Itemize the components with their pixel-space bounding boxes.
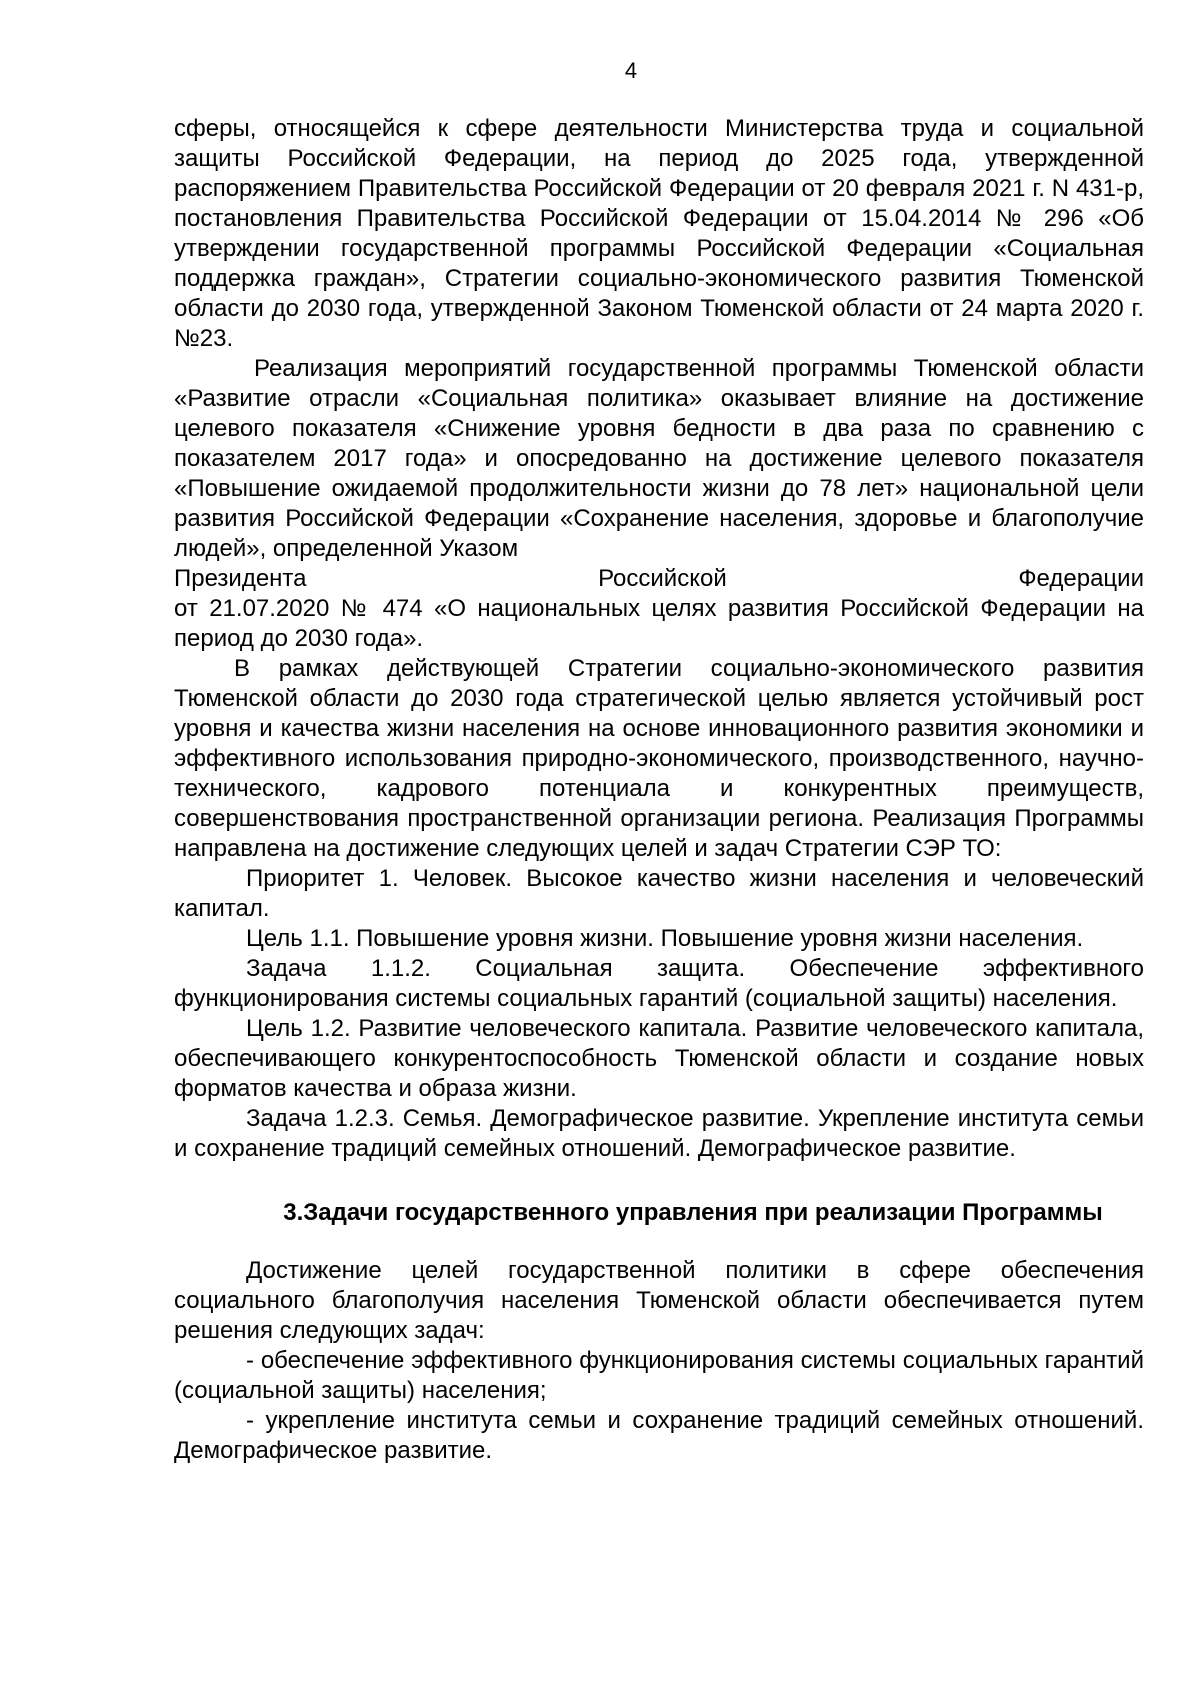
president-word-1: Президента [174,565,307,592]
paragraph-goal-1-1: Цель 1.1. Повышение уровня жизни. Повышение уровня жизни населения. [246,925,1084,952]
section-heading: 3.Задачи государственного управления при реализации Программы [283,1199,1103,1226]
paragraph-strategy: В рамках действующей Стратегии социально-экономического развития Тюменской области до 2030 года стратегической целью является устойчивый рост уровня и качества жизни населения на основе инновационного развития экономики и эффективного использования природно-экономического, производственного, научно-технического, кадрового потенциала и конкурентных преимуществ, совершенствования пространственной организации региона. Реализация Программы направлена на достижение следующих целей и задач Стратегии СЭР ТО: [174,655,1144,862]
list-item-task-2: - укрепление института семьи и сохранение традиций семейных отношений. Демографическое развитие. [174,1407,1144,1464]
paragraph-task-1-1-2: Задача 1.1.2. Социальная защита. Обеспечение эффективного функционирования системы социальных гарантий (социальной защиты) населения. [174,955,1144,1012]
paragraph-section3-intro: Достижение целей государственной политики в сфере обеспечения социального благополучия населения Тюменской области обеспечивается путем решения следующих задач: [174,1257,1144,1344]
document-body [174,114,1144,1466]
president-line [174,564,1144,594]
paragraph-intro-continuation: сферы, относящейся к сфере деятельности Министерства труда и социальной защиты Российской Федерации, на период до 2025 года, утвержденной распоряжением Правительства Российской Федерации от 20 февраля 2021 г. N 431-р, постановления Правительства Российской Федерации от 15.04.2014 № 296 «Об утверждении государственной программы Российской Федерации «Социальная поддержка граждан», Стратегии социально-экономического развития Тюменской области до 2030 года, утвержденной Законом Тюменской области от 24 марта 2020 г. №23. [174,115,1144,352]
list-item-task-1: - обеспечение эффективного функционирования системы социальных гарантий (социальной защиты) населения; [174,1347,1144,1404]
paragraph-goal-1-2: Цель 1.2. Развитие человеческого капитала. Развитие человеческого капитала, обеспечивающего конкурентоспособность Тюменской области и создание новых форматов качества и образа жизни. [174,1015,1144,1102]
page-number: 4 [624,58,638,83]
president-word-2: Российской [598,565,727,592]
paragraph-task-1-2-3: Задача 1.2.3. Семья. Демографическое развитие. Укрепление института семьи и сохранение традиций семейных отношений. Демографическое развитие. [174,1105,1144,1162]
paragraph-program-influence: Реализация мероприятий государственной программы Тюменской области «Развитие отрасли «Социальная политика» оказывает влияние на достижение целевого показателя «Снижение уровня бедности в два раза по сравнению с показателем 2017 года» и опосредованно на достижение целевого показателя «Повышение ожидаемой продолжительности жизни до 78 лет» национальной цели развития Российской Федерации «Сохранение населения, здоровье и благополучие людей», определенной Указом [174,355,1144,562]
president-word-3: Федерации [1018,565,1144,592]
paragraph-decree-reference: от 21.07.2020 № 474 «О национальных целях развития Российской Федерации на период до 2030 года». [174,595,1144,652]
paragraph-priority-1: Приоритет 1. Человек. Высокое качество жизни населения и человеческий капитал. [174,865,1144,922]
